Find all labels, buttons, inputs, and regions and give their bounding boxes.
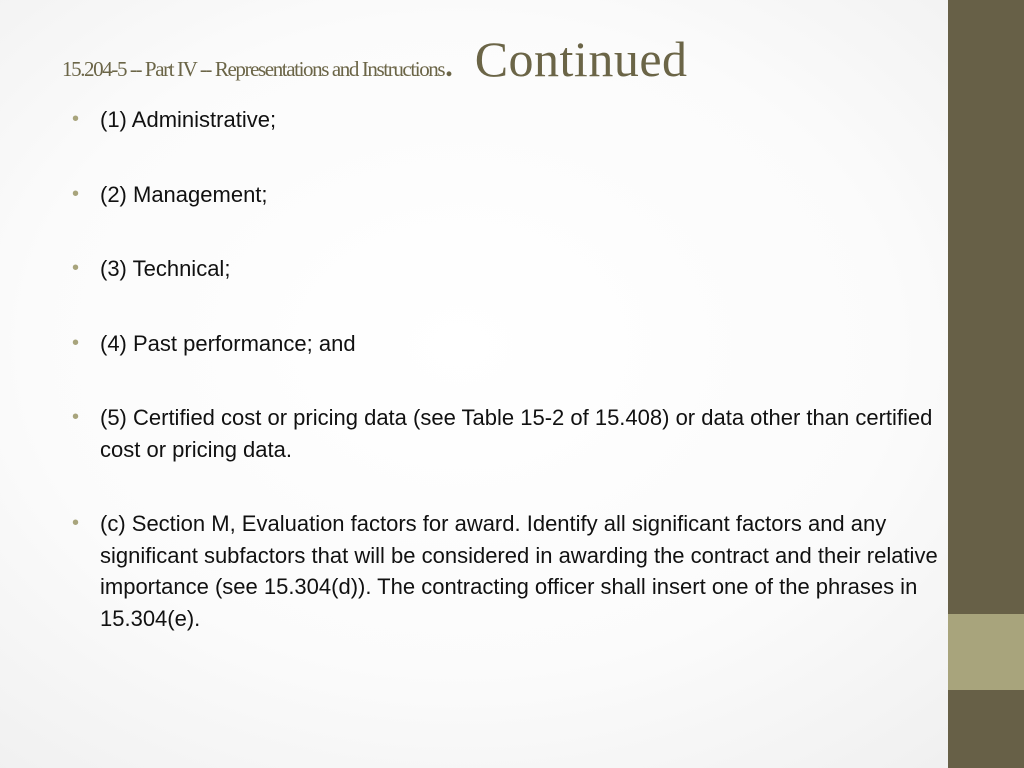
title-dot: . [445, 50, 453, 83]
bullet-item-past-performance: • (4) Past performance; and [72, 328, 942, 360]
bullet-list [72, 104, 942, 677]
bullet-item-technical: • (3) Technical; [72, 253, 942, 285]
decorative-sidebar-accent [948, 614, 1024, 690]
bullet-item-management: • (2) Management; [72, 179, 942, 211]
bullet-item-administrative: • (1) Administrative; [72, 104, 942, 136]
slide-title [62, 30, 942, 94]
bullet-item-cost-pricing-data: • (5) Certified cost or pricing data (see Table 15-2 of 15.408) or data other than certified cost or pricing data. [72, 402, 942, 465]
bullet-item-section-m: • (c) Section M, Evaluation factors for award. Identify all significant factors and any significant subfactors that will be considered in awarding the contract and their relative importance (see 15.304(d)). The contracting officer shall insert one of the phrases in 15.304(e). [72, 508, 942, 634]
title-continued: Continued [474, 31, 688, 87]
title-main: 15.204-5 -- Part IV -- Representations and Instructions [62, 57, 445, 81]
